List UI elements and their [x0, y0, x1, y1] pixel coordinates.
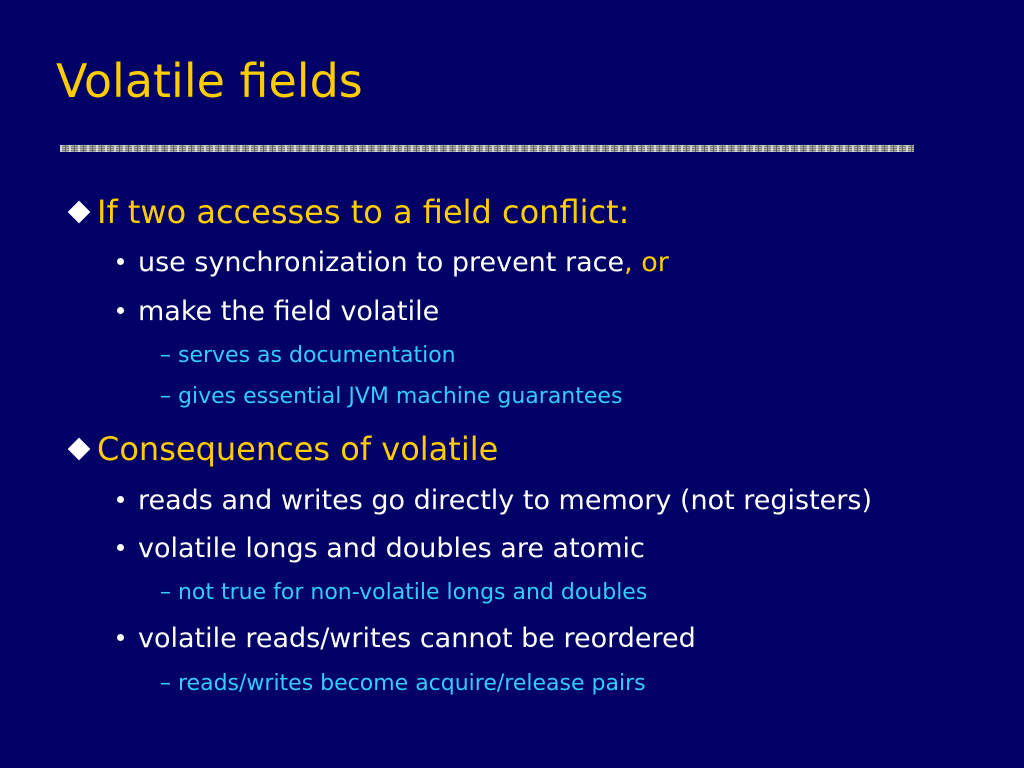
bullet-1-item-1-text: use synchronization to prevent race	[138, 247, 625, 278]
bullet-2-text: Consequences of volatile	[97, 430, 499, 468]
bullet-1-text: If two accesses to a field conflict:	[97, 193, 630, 231]
bullet-1-item-1-accent: , or	[624, 247, 669, 278]
slide-title: Volatile fields	[56, 54, 363, 108]
bullet-1-item-2-text: make the field volatile	[138, 296, 440, 327]
bullet-2-item-2	[113, 533, 645, 565]
bullet-2-item-2-text: volatile longs and doubles are atomic	[138, 533, 645, 564]
bullet-1	[64, 194, 629, 230]
bullet-1-item-2-sub-1: – serves as documentation	[160, 343, 456, 368]
bullet-2-item-1-text: reads and writes go directly to memory (not registers)	[138, 485, 872, 516]
bullet-2-item-1	[113, 485, 872, 517]
dot-bullet-icon	[117, 307, 124, 314]
bullet-2-item-3-text: volatile reads/writes cannot be reordered	[138, 623, 696, 654]
dot-bullet-icon	[117, 634, 124, 641]
diamond-bullet-icon	[68, 438, 91, 461]
bullet-1-item-1	[113, 247, 669, 279]
dot-bullet-icon	[117, 496, 124, 503]
bullet-2-item-3	[113, 623, 696, 655]
dot-bullet-icon	[117, 258, 124, 265]
dot-bullet-icon	[117, 544, 124, 551]
bullet-1-item-2-sub-2: – gives essential JVM machine guarantees	[160, 384, 623, 409]
bullet-2-item-2-sub-1: – not true for non-volatile longs and doubles	[160, 580, 648, 605]
title-divider	[60, 145, 914, 152]
bullet-1-item-2	[113, 296, 439, 328]
bullet-2-item-3-sub-1: – reads/writes become acquire/release pairs	[160, 671, 646, 696]
diamond-bullet-icon	[68, 201, 91, 224]
bullet-2	[64, 431, 498, 467]
